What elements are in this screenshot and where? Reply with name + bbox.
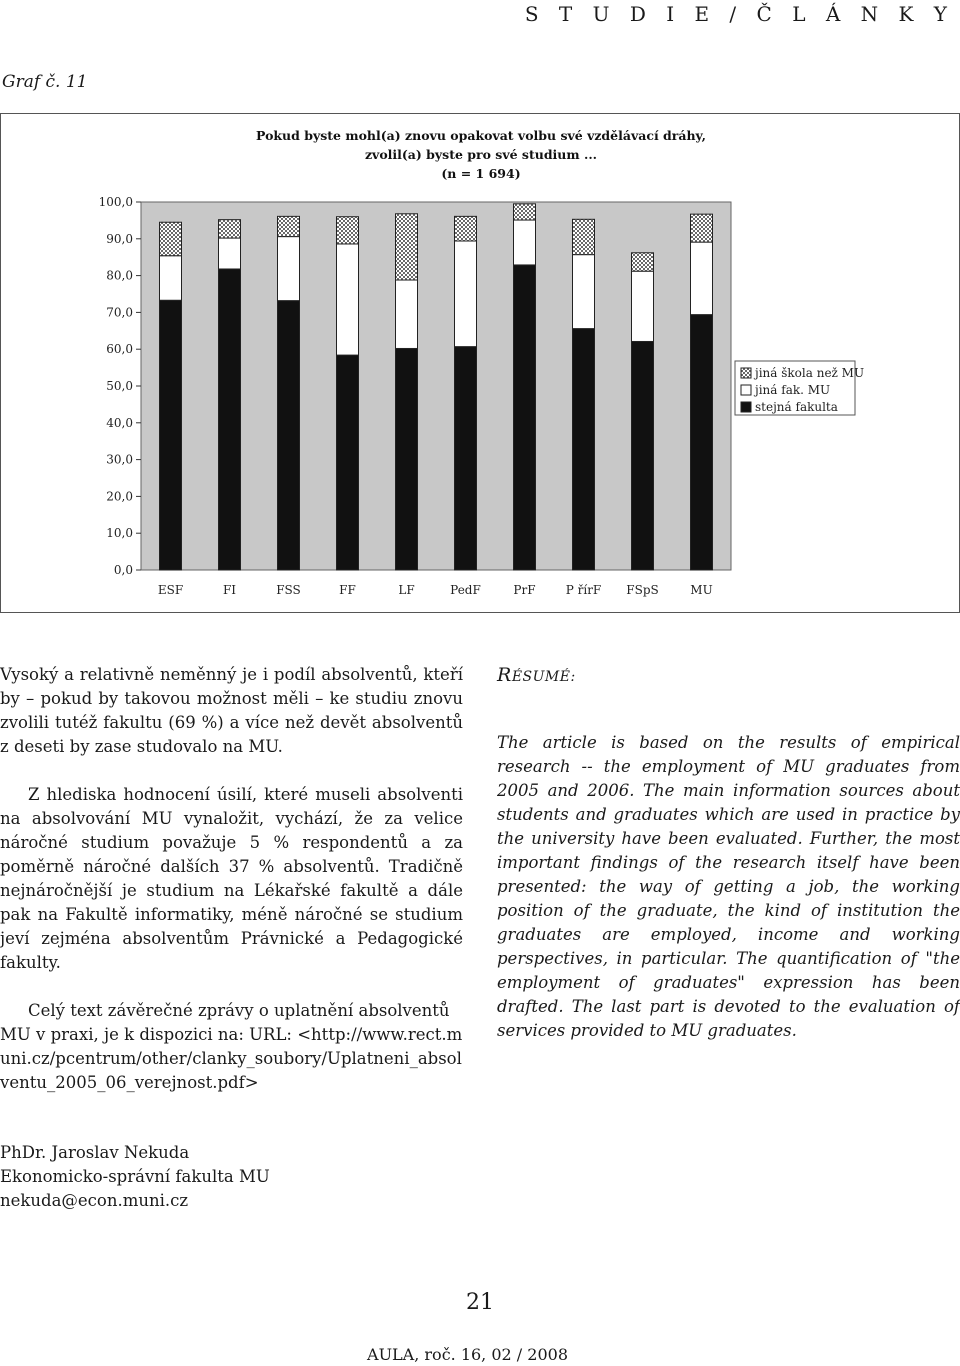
bar-segment-esf <box>160 300 182 570</box>
y-tick-label: 30,0 <box>106 452 133 467</box>
running-head: S T U D I E / Č L Á N K Y <box>524 2 954 26</box>
x-tick-label: FI <box>222 583 237 597</box>
paragraph-3: Celý text závěrečné zprávy o uplatnění absolventů MU v praxi, je k dispozici na: URL: <http://www.rect.muni.cz/pcentrum/other/clanky_soubory/Uplatneni_absolventu_2005_06_verejnost.pdf> <box>0 1001 463 1092</box>
bar-segment-lf <box>396 348 418 570</box>
page-number: 21 <box>466 1290 494 1315</box>
chart-title-line: Pokud byste mohl(a) znovu opakovat volbu své vzdělávací dráhy, <box>256 128 706 143</box>
paragraph-1: Vysoký a relativně neměnný je i podíl absolventů, kteří by – pokud by takovou možnost měli – ke studiu znovu zvolili tutéž fakultu (69 %) a více než devět absolventů z deseti by zase studovalo na MU. <box>0 665 463 756</box>
legend-label: jiná škola než MU <box>755 366 865 380</box>
bar-segment-ff <box>337 217 359 244</box>
bar-segment-přírf <box>573 219 595 254</box>
journal-footer: AULA, roč. 16, 02 / 2008 <box>367 1345 568 1364</box>
y-tick-label: 0,0 <box>113 563 133 577</box>
bar-segment-prf <box>514 204 536 220</box>
y-tick-label: 60,0 <box>106 342 133 357</box>
x-tick-label: LF <box>398 583 415 597</box>
chart-frame <box>0 113 960 613</box>
bar-segment-prf <box>514 265 536 570</box>
bar-segment-mu <box>691 315 713 570</box>
legend-label: jiná fak. MU <box>755 383 831 397</box>
y-tick-label: 50,0 <box>106 379 133 393</box>
x-tick-label: ESF <box>157 583 184 597</box>
legend-swatch-hatch <box>741 368 751 378</box>
x-tick-label: PedF <box>450 583 481 597</box>
bar-segment-lf <box>396 214 418 280</box>
bar-segment-pedf <box>455 241 477 347</box>
bar-segment-pedf <box>455 347 477 570</box>
bar-segment-fss <box>278 301 300 570</box>
x-tick-label: P řírF <box>565 583 602 597</box>
bar-segment-přírf <box>573 329 595 570</box>
author-block <box>0 1141 270 1213</box>
bar-segment-lf <box>396 280 418 348</box>
bar-segment-fss <box>278 237 300 301</box>
bar-segment-fsps <box>632 271 654 341</box>
resume-text: The article is based on the results of empirical research -- the employment of MU graduates from 2005 and 2006. The main information sources about students and graduates which are used in practice by the university have been evaluated. Further, the most important findings of the research itself have been presented: the way of getting a job, the working position of the graduate, the kind of institution the graduates are employed, income and working perspectives, in particular. The quantification of "the employment of graduates" expression has been drafted. The last part is devoted to the evaluation of services provided to MU graduates. <box>497 733 960 1040</box>
bar-segment-ff <box>337 244 359 355</box>
bar-segment-fss <box>278 216 300 236</box>
bar-segment-fi <box>219 269 241 570</box>
legend-swatch-white <box>741 385 751 395</box>
resume-column <box>497 663 960 1067</box>
paragraph-2: Z hlediska hodnocení úsilí, které museli absolventi na absolvování MU vynaložit, vychází, že za velice náročné studium považuje 5 % respondentů a za poměrně náročné dalších 37 % absolventů. Tradičně nejnáročnější je studium na Lékařské fakultě a dále pak na Fakultě informatiky, méně náročné se studium jeví zejména absolventům Právnické a Pedagogické fakulty. <box>0 785 463 972</box>
chart-title-line: zvolil(a) byste pro své studium ... <box>364 147 598 162</box>
bar-segment-přírf <box>573 255 595 329</box>
bar-segment-esf <box>160 222 182 255</box>
author-name: PhDr. Jaroslav Nekuda <box>0 1143 190 1162</box>
figure-label: Graf č. 11 <box>2 72 88 92</box>
x-tick-label: FSS <box>276 583 301 597</box>
bar-segment-fsps <box>632 341 654 570</box>
bar-segment-fi <box>219 238 241 269</box>
bar-segment-fsps <box>632 253 654 271</box>
x-tick-label: FF <box>339 583 356 597</box>
y-tick-label: 20,0 <box>106 489 133 504</box>
body-left-column <box>0 663 463 1119</box>
y-tick-label: 80,0 <box>106 268 133 283</box>
bar-segment-mu <box>691 242 713 314</box>
bar-segment-mu <box>691 214 713 242</box>
bar-segment-esf <box>160 256 182 301</box>
resume-title-rest: ÉSUMÉ: <box>511 669 576 685</box>
author-email: nekuda@econ.muni.cz <box>0 1191 189 1210</box>
y-tick-label: 100,0 <box>98 195 133 209</box>
y-tick-label: 90,0 <box>106 231 133 246</box>
legend-swatch-black <box>741 402 751 412</box>
x-tick-label: FSpS <box>626 583 659 597</box>
stacked-bar-chart <box>1 114 959 612</box>
bar-segment-prf <box>514 220 536 265</box>
y-tick-label: 10,0 <box>106 526 133 541</box>
author-affiliation: Ekonomicko-správní fakulta MU <box>0 1167 270 1186</box>
chart-title-line: (n = 1 694) <box>441 166 521 181</box>
bar-segment-fi <box>219 220 241 238</box>
resume-title <box>497 663 960 689</box>
legend-label: stejná fakulta <box>755 400 838 414</box>
y-tick-label: 40,0 <box>106 415 133 430</box>
bar-segment-pedf <box>455 216 477 241</box>
x-tick-label: MU <box>690 583 713 597</box>
bar-segment-ff <box>337 355 359 570</box>
y-tick-label: 70,0 <box>106 305 133 320</box>
resume-title-initial: R <box>497 664 512 686</box>
x-tick-label: PrF <box>513 583 536 597</box>
